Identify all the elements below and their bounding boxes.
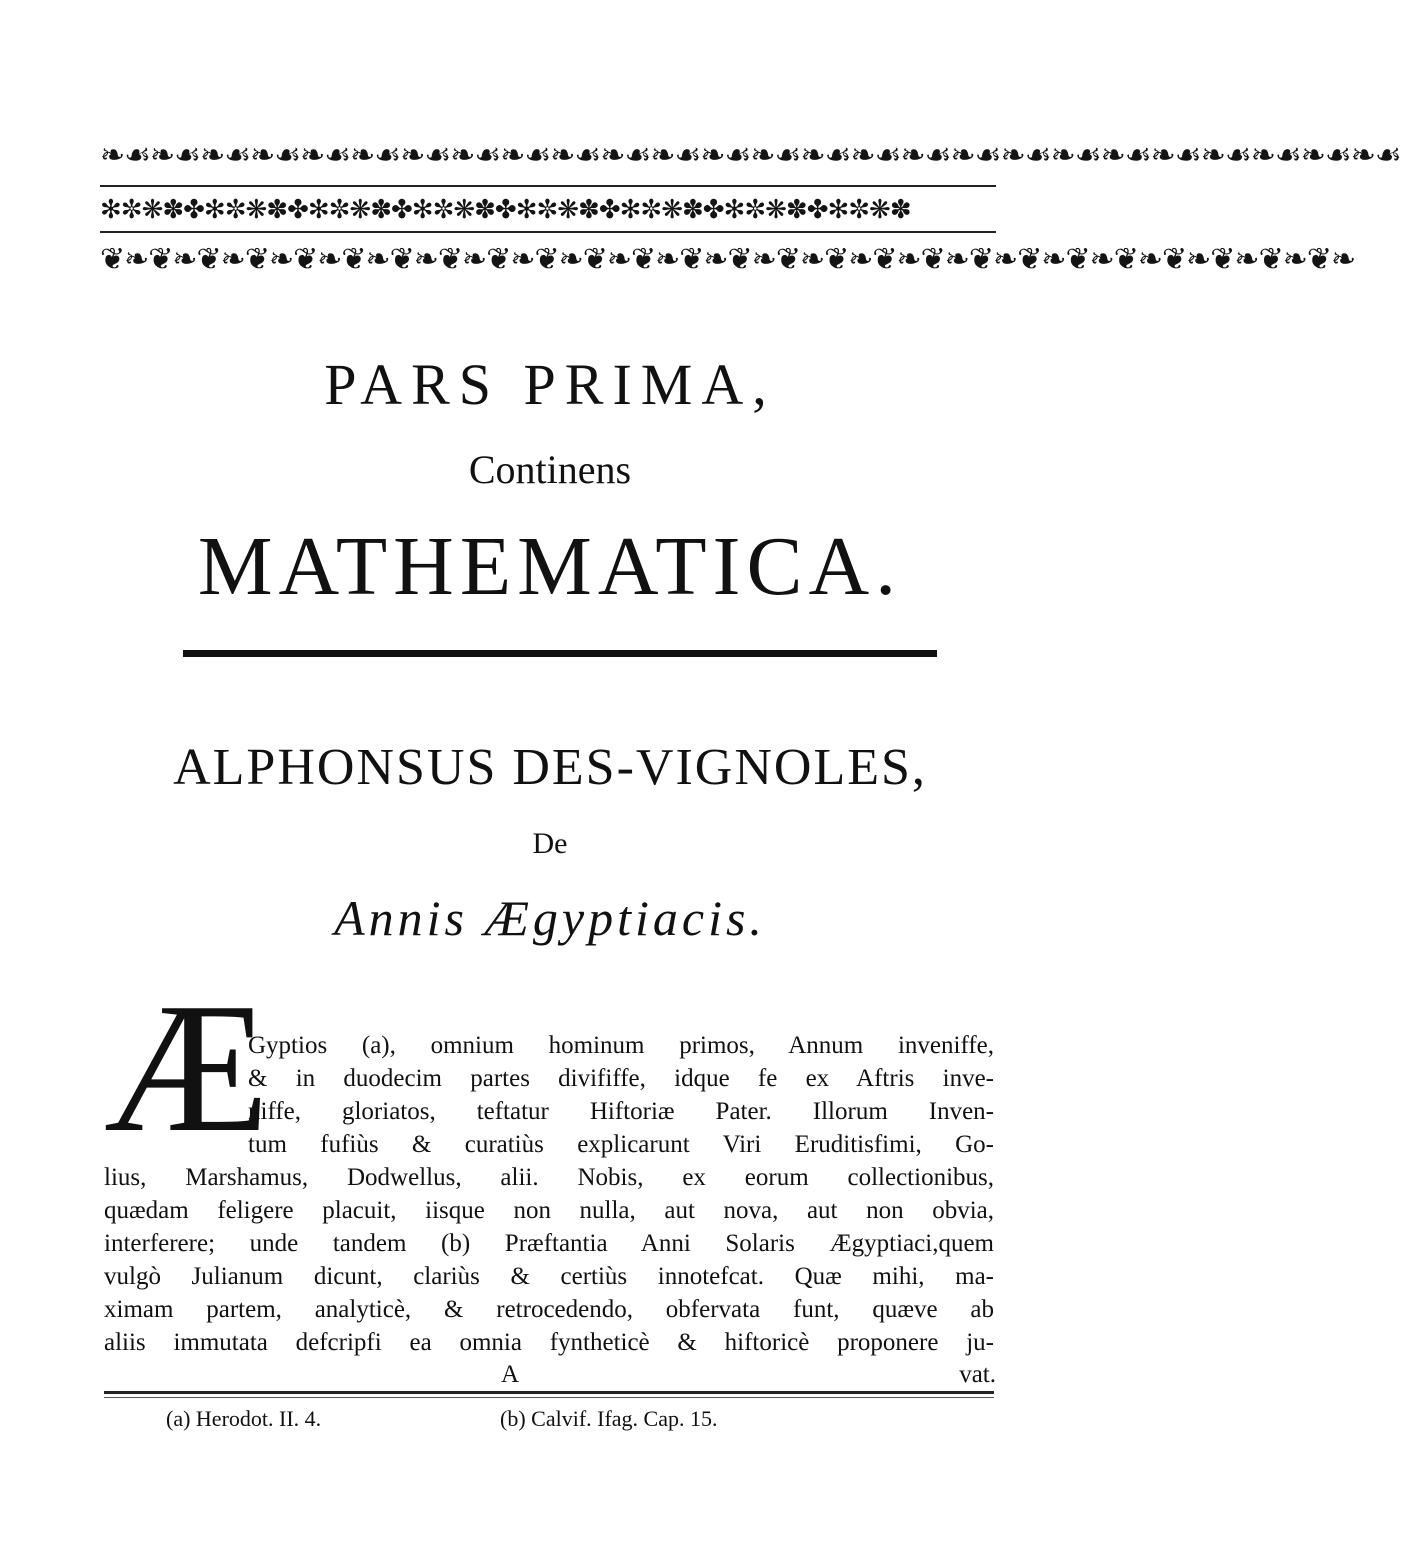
text-line: aliis immutata defcripfi ea omnia fyntheticè & hiftoricè proponere ju- (104, 1329, 994, 1356)
text-line: vulgò Julianum dicunt, clariùs & certiùs innotefcat. Quæ mihi, ma- (104, 1263, 994, 1290)
signature-mark: A (500, 1361, 520, 1388)
author-name: ALPHONSUS DES-VIGNOLES, (173, 739, 927, 796)
footnote-a: (a) Herodot. II. 4. (166, 1406, 322, 1431)
text-line: Gyptios (a), omnium hominum primos, Annum inveniffe, (248, 1032, 994, 1059)
text-line: tum fufiùs & curatiùs explicarunt Viri Eruditisfimi, Go- (248, 1131, 994, 1158)
head-ornament-band (100, 128, 1401, 288)
footnote-b: (b) Calvif. Ifag. Cap. 15. (500, 1406, 718, 1431)
footnote-rule (104, 1391, 994, 1394)
drop-capital: Æ (104, 965, 262, 1171)
catchword: vat. (959, 1361, 996, 1388)
text-line: lius, Marshamus, Dodwellus, alii. Nobis, ex eorum collectionibus, (104, 1164, 994, 1191)
text-line: quædam feligere placuit, iisque non nulla, aut nova, aut non obvia, (104, 1197, 994, 1224)
footnote-rule-thin (104, 1397, 994, 1398)
text-line: & in duodecim partes divififfe, idque fe ex Aftris inve- (248, 1065, 994, 1092)
text-line: interferere; unde tandem (b) Præftantia Anni Solaris Ægyptiaci,quem (104, 1230, 994, 1257)
text-line: ximam partem, analyticè, & retrocedendo, obfervata funt, quæve ab (104, 1296, 994, 1323)
part-subtitle: Continens (468, 447, 632, 492)
preposition-line: De (532, 827, 568, 860)
ornament-row-middle: ✻✼❋✽✤✻✼❋✽✤✻✼❋✽✤✻✼❋✽✤✻✼❋✽✤✻✼❋✽✤✻✼❋✽✤✻✼❋✽ (100, 195, 911, 225)
section-divider (183, 650, 937, 657)
ornament-rule (100, 185, 996, 187)
part-title: PARS PRIMA, (324, 352, 776, 417)
text-line: niffe, gloriatos, teftatur Hiftoriæ Pater. Illorum Inven- (248, 1098, 994, 1125)
treatise-title: Annis Ægyptiacis. (334, 890, 766, 946)
ornament-row-bottom: ❦❧❦❧❦❧❦❧❦❧❦❧❦❧❦❧❦❧❦❧❦❧❦❧❦❧❦❧❦❧❦❧❦❧❦❧❦❧❦❧❦❧❦❧❦❧❦❧❦❧❦❧ (100, 242, 1356, 277)
part-heading: MATHEMATICA. (197, 520, 903, 613)
ornament-row-top: ❧☙❧☙❧☙❧☙❧☙❧☙❧☙❧☙❧☙❧☙❧☙❧☙❧☙❧☙❧☙❧☙❧☙❧☙❧☙❧☙❧☙❧☙❧☙❧☙❧☙❧☙ (100, 138, 1401, 173)
